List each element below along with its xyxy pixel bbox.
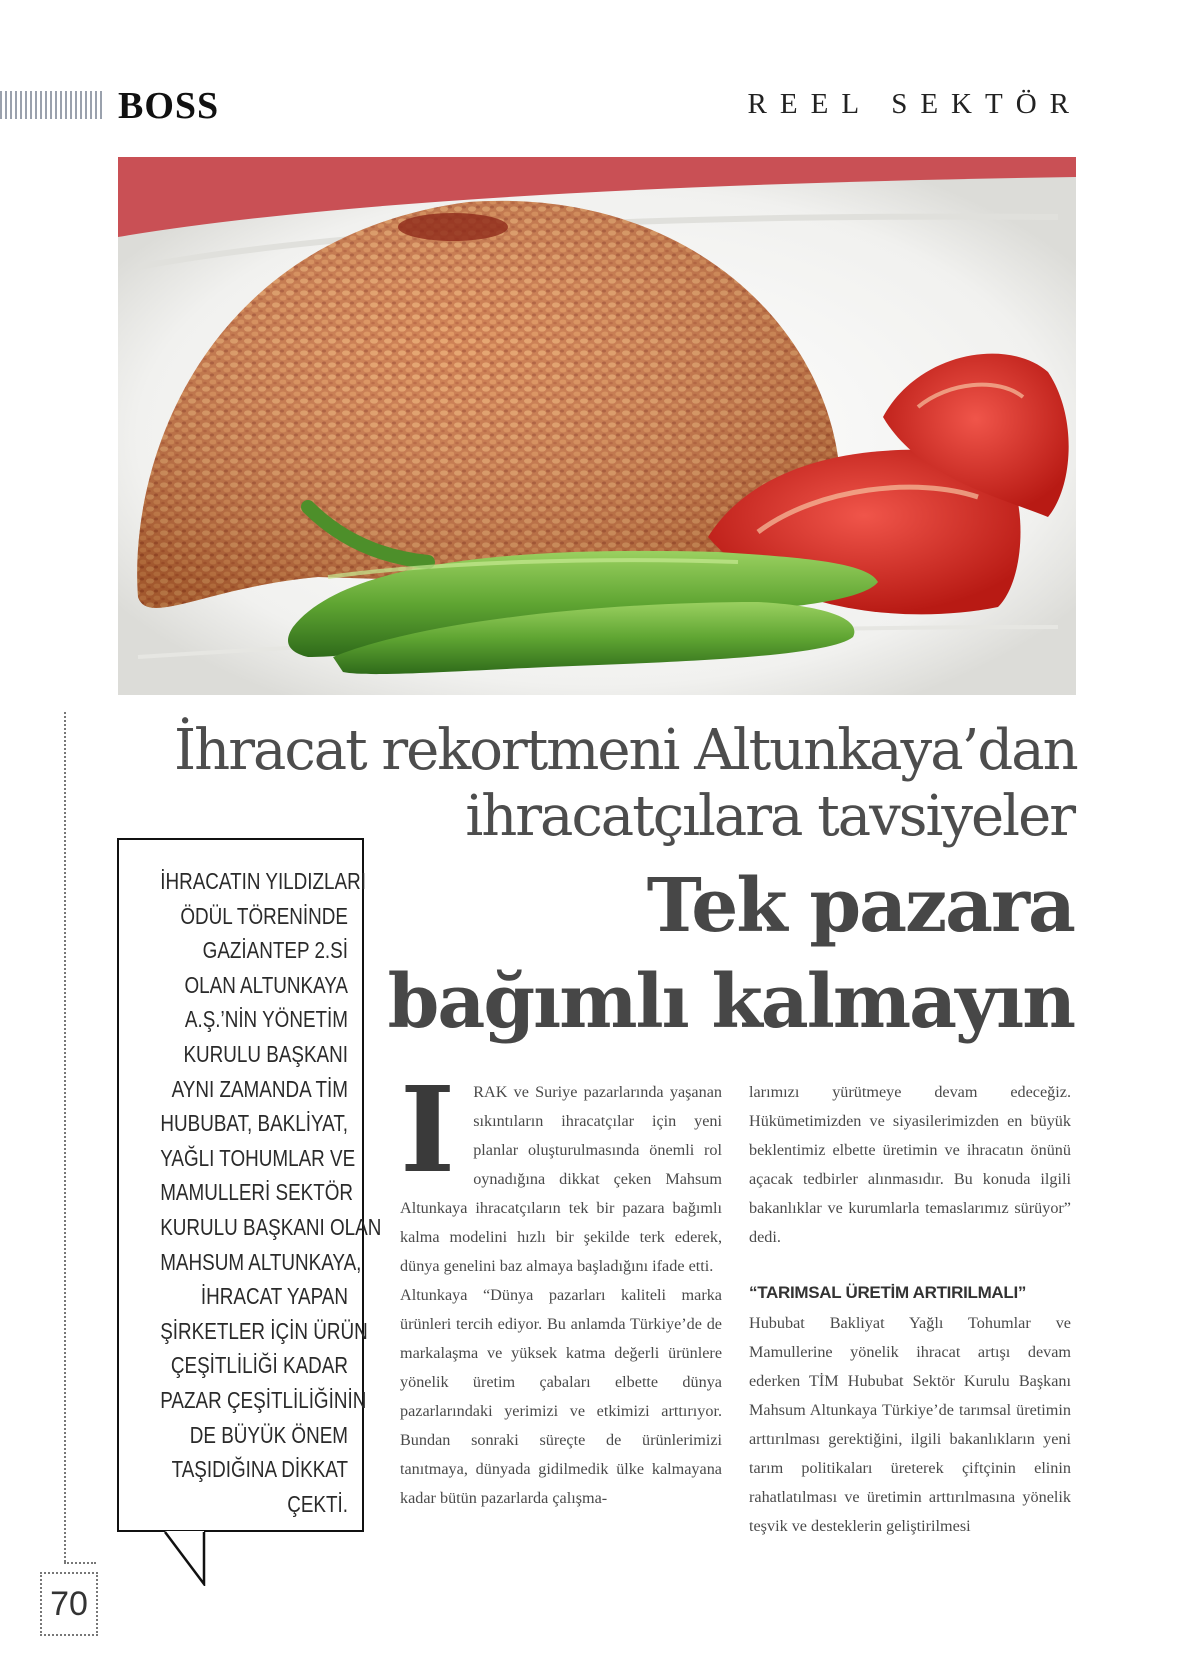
callout-line: OLAN ALTUNKAYA xyxy=(184,971,348,998)
callout-line: DE BÜYÜK ÖNEM xyxy=(189,1421,348,1448)
callout-tail xyxy=(164,1530,214,1586)
page-number: 70 xyxy=(50,1584,88,1623)
callout-line: MAHSUM ALTUNKAYA, xyxy=(160,1248,362,1275)
callout-line: KURULU BAŞKANI OLAN xyxy=(160,1213,382,1240)
margin-dotted-connector xyxy=(64,1562,96,1564)
callout-line: ÇEKTİ. xyxy=(287,1490,348,1517)
title-line: Tek pazara xyxy=(646,863,1074,949)
callout-line: GAZİANTEP 2.Sİ xyxy=(202,937,348,964)
callout-line: ÇEŞİTLİLİĞİ KADAR xyxy=(170,1352,348,1379)
section-name: REEL SEKTÖR xyxy=(747,88,1082,120)
callout-line: TAŞIDIĞINA DİKKAT xyxy=(171,1456,348,1483)
page-number-box xyxy=(40,1572,98,1636)
article-column-left xyxy=(400,1060,722,1513)
body-paragraph: Altunkaya “Dünya pazarları kaliteli marka ürünleri tercih ediyor. Bu anlamda Türkiye’de de markalaşma ve yüksek katma değerli ürünlere yönelik üretim çabaları elbette dünya pazarlarındaki yerimizi ve etkimizi arttırıyor. Bundan sonraki süreçte de ürünlerimizi tanıtmaya, dünyada gidilmedik ülke kalmayana kadar bütün pazarlarda çalışma- xyxy=(400,1286,722,1507)
article-headline xyxy=(174,718,1077,850)
callout-line: KURULU BAŞKANI xyxy=(183,1040,348,1067)
bulgur-pilaf-illustration xyxy=(118,157,1076,695)
headline-line: İhracat rekortmeni Altunkaya’dan xyxy=(174,718,1077,783)
callout-line: AYNI ZAMANDA TİM xyxy=(171,1075,348,1102)
callout-line: ŞİRKETLER İÇİN ÜRÜN xyxy=(160,1317,368,1344)
body-paragraph: RAK ve Suriye pazarlarında yaşanan sıkıntıların ihracatçılar için yeni planlar oluşturulmasında önemli rol oynadığına dikkat çeken Mahsum Altunkaya ihracatçıların tek bir pazara bağımlı kalma modelini hızlı bir şekilde terk ederek, dünya genelini baz almaya başladığını ifade etti. xyxy=(400,1083,722,1275)
callout-line: A.Ş.’NİN YÖNETİM xyxy=(184,1006,348,1033)
article-column-right xyxy=(749,1078,1071,1541)
callout-line: MAMULLERİ SEKTÖR xyxy=(160,1179,354,1206)
callout-line: ÖDÜL TÖRENİNDE xyxy=(180,902,348,929)
callout-box xyxy=(117,838,382,1532)
body-paragraph: Hububat Bakliyat Yağlı Tohumlar ve Mamullerine yönelik ihracat artışı devam ederken TİM Hububat Sektör Kurulu Başkanı Mahsum Altunkaya Türkiye’de tarımsal üretimin arttırılması gerektiğini, ilgili bakanlıkların yeni tarım politikaları üreterek çiftçinin elinin rahatlatılması ve üretimin arttırılmasına yönelik teşvik ve desteklerin geliştirilmesi xyxy=(749,1314,1071,1535)
food-photo xyxy=(118,157,1076,695)
magazine-name: BOSS xyxy=(118,85,220,127)
article-title xyxy=(314,858,1074,1050)
callout-line: PAZAR ÇEŞİTLİLİĞİNİN xyxy=(160,1386,367,1413)
callout-line: HUBUBAT, BAKLİYAT, xyxy=(160,1110,348,1137)
headline-line: ihracatçılara tavsiyeler xyxy=(465,784,1074,849)
callout-line: İHRACATIN YILDIZLARI xyxy=(160,868,366,894)
body-paragraph: larımızı yürütmeye devam edeceğiz. Hükümetimizden ve siyasilerimizden en büyük beklentimiz elbette üretimin ve ihracatın önünü açacak tedbirler alınmasıdır. Bu konuda ilgili bakanlıklar ve kurumlarla temaslarımız sürüyor” dedi. xyxy=(749,1083,1071,1246)
section-subheading: “TARIMSAL ÜRETİM ARTIRILMALI” xyxy=(749,1283,1027,1302)
callout-line: İHRACAT YAPAN xyxy=(200,1283,348,1310)
callout-line: YAĞLI TOHUMLAR VE xyxy=(160,1144,356,1171)
header-stripes xyxy=(0,91,104,119)
margin-dotted-line xyxy=(64,712,66,1562)
title-line: bağımlı kalmayın xyxy=(387,959,1074,1045)
dropcap: I xyxy=(400,1060,456,1199)
